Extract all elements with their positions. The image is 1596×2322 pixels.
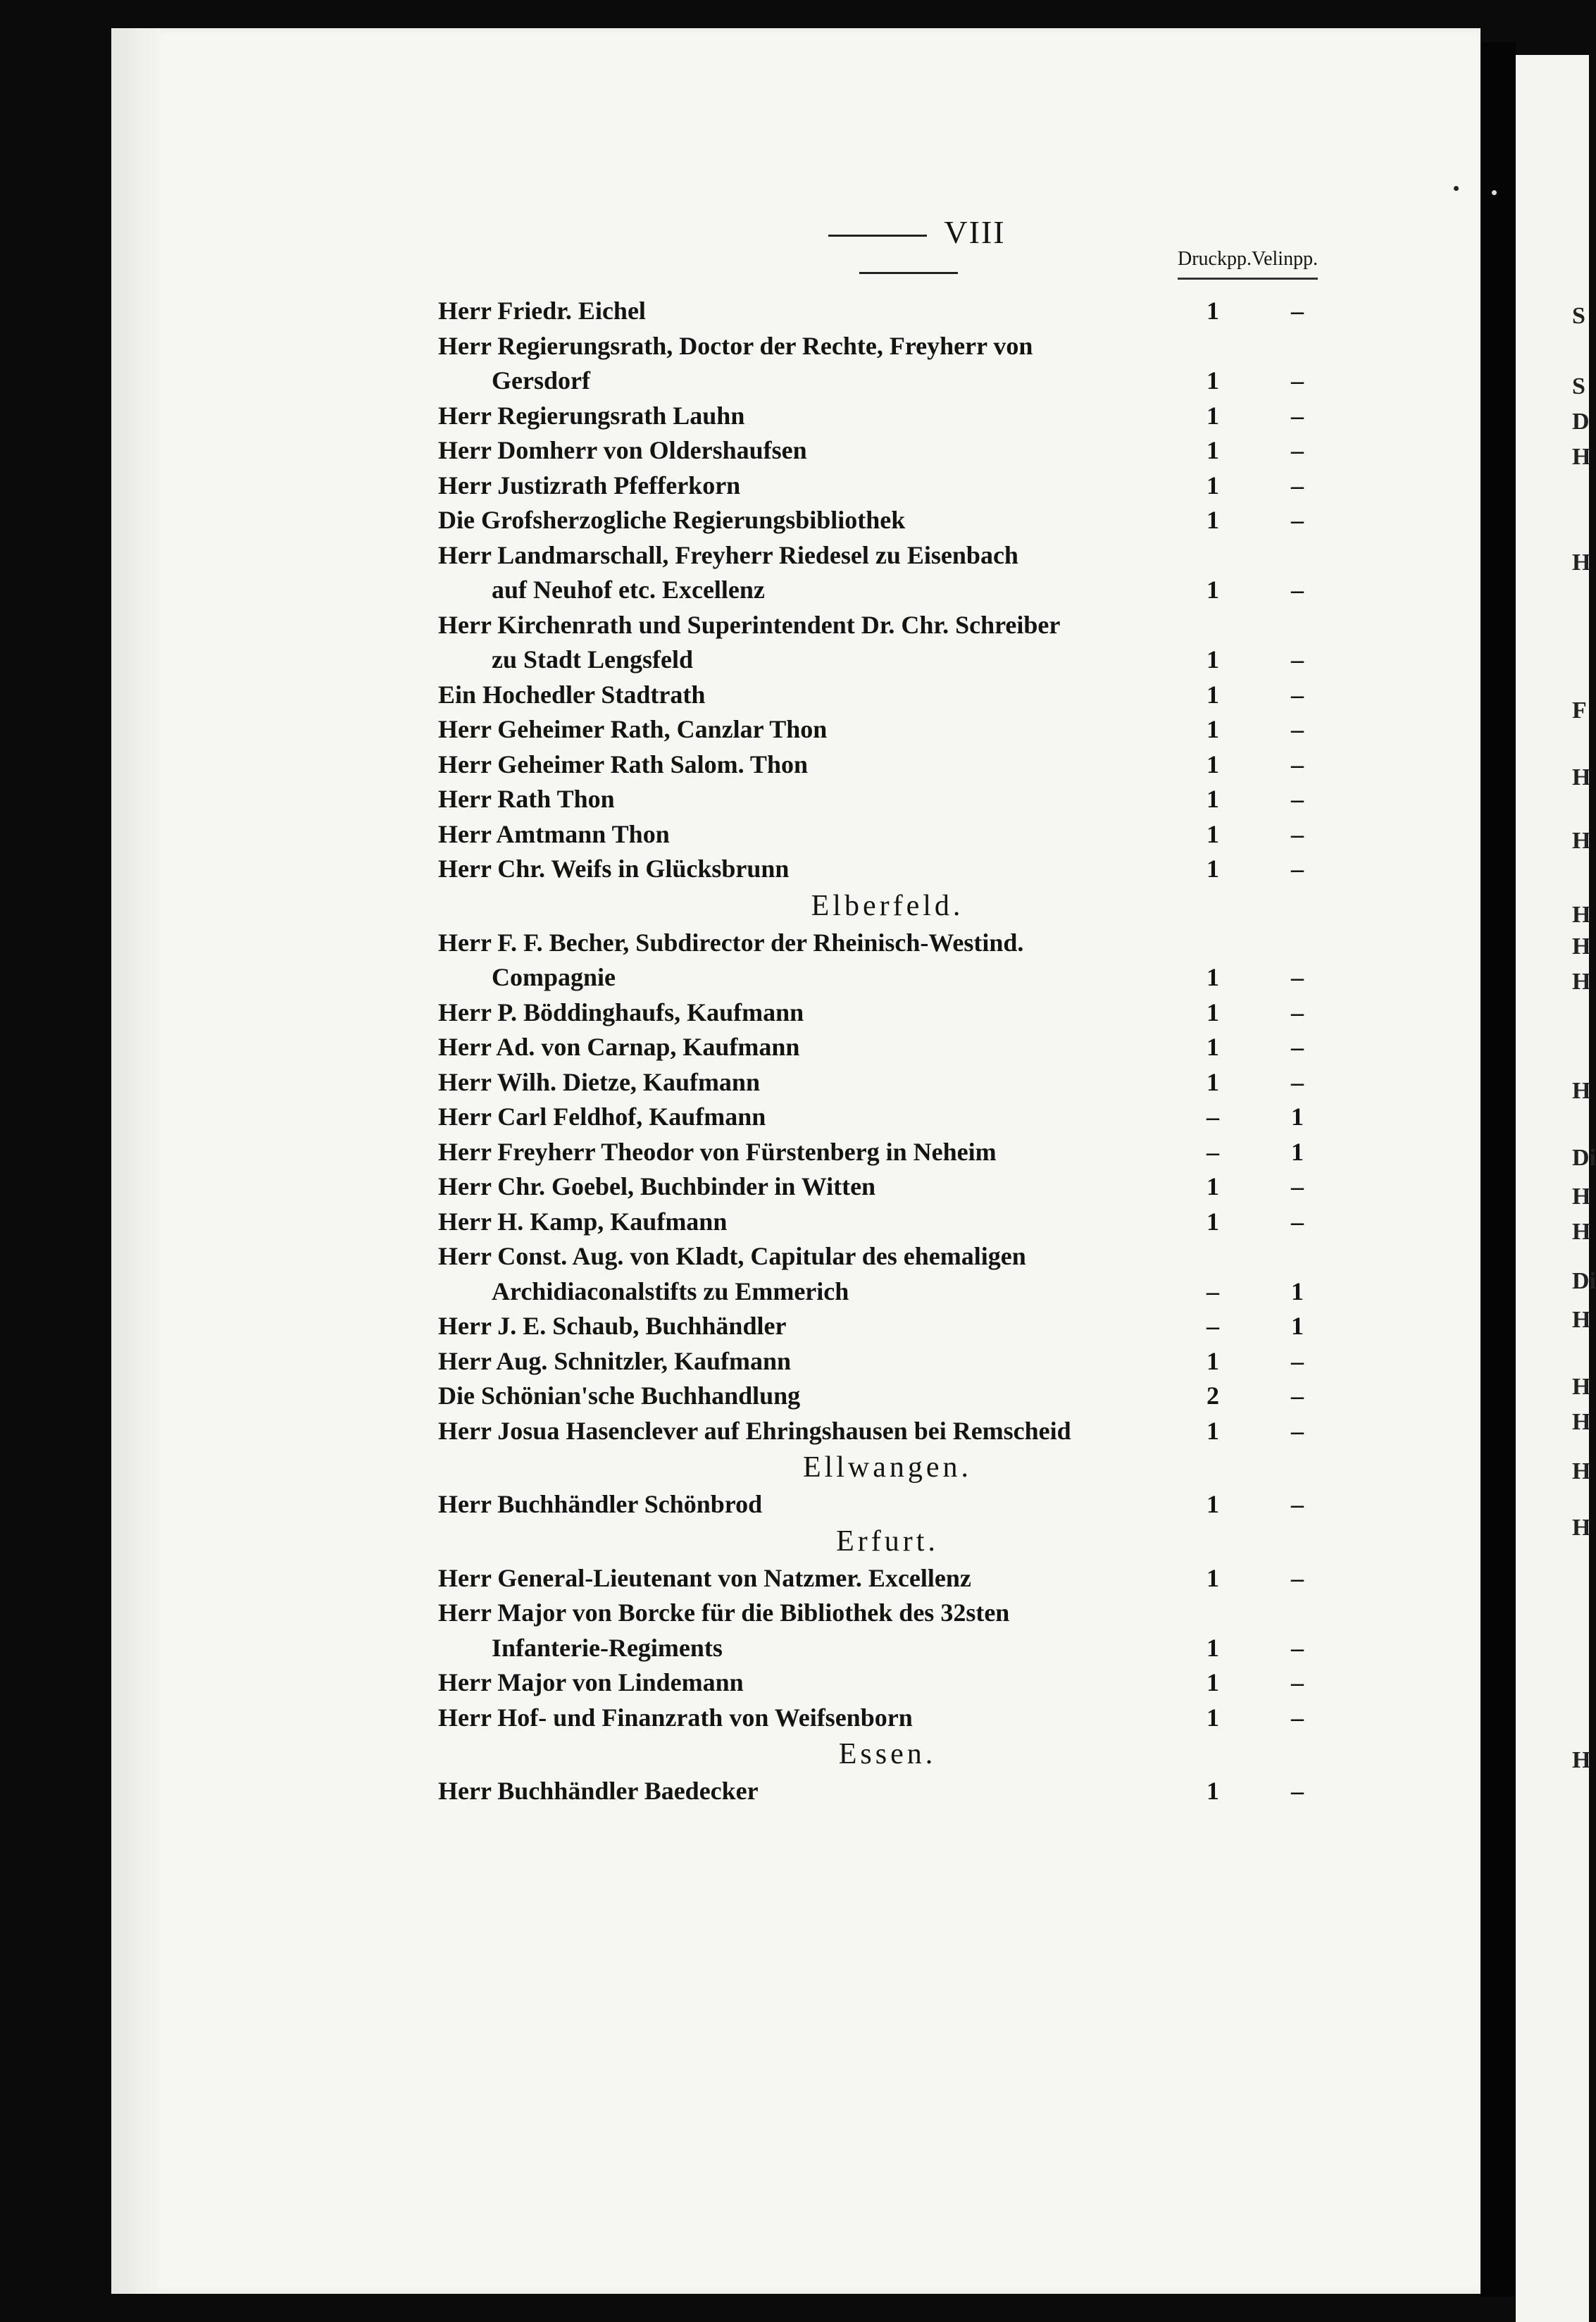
subscriber-row <box>438 1775 1304 1807</box>
druck-count: – <box>1207 1277 1219 1305</box>
subscriber-row <box>438 961 1304 993</box>
velin-count: 1 <box>1291 1137 1304 1166</box>
subscriber-name: Die Grofsherzogliche Regierungsbibliothek <box>438 506 906 534</box>
subscriber-row <box>438 1562 1304 1594</box>
facing-page-fragment: H <box>1572 933 1591 960</box>
column-heading-velin: Velinpp. <box>1252 248 1318 280</box>
subscriber-row <box>438 1205 1304 1238</box>
velin-count: – <box>1291 855 1304 883</box>
facing-page-fragment: S <box>1572 303 1585 329</box>
subscriber-name: zu Stadt Lengsfeld <box>492 645 694 673</box>
subscriber-row <box>438 748 1304 781</box>
subscriber-name: Herr Freyherr Theodor von Fürstenberg in Neheim <box>438 1137 997 1166</box>
velin-count: 1 <box>1291 1312 1304 1340</box>
druck-count: 1 <box>1207 1067 1219 1096</box>
velin-count: 1 <box>1291 1277 1304 1305</box>
subscriber-row <box>438 1345 1304 1377</box>
subscriber-row <box>438 1379 1304 1412</box>
facing-page-fragment: H <box>1572 1458 1591 1484</box>
velin-count: – <box>1291 1490 1304 1518</box>
facing-page-fragment: H <box>1572 828 1591 854</box>
subscriber-row <box>438 1666 1304 1699</box>
druck-count: 1 <box>1207 1490 1219 1518</box>
subscriber-name: Herr Major von Lindemann <box>438 1668 744 1696</box>
city-heading: Ellwangen. <box>802 1451 973 1484</box>
subscriber-row <box>438 1031 1304 1063</box>
subscriber-row <box>438 1275 1304 1308</box>
subscriber-row <box>438 713 1304 745</box>
subscriber-row <box>438 434 1304 466</box>
velin-count: – <box>1291 750 1304 778</box>
subscriber-row <box>438 364 1304 397</box>
facing-page-fragment: H <box>1572 1409 1591 1435</box>
subscriber-row <box>438 609 1227 641</box>
druck-count: 1 <box>1207 855 1219 883</box>
subscriber-name: Herr Geheimer Rath, Canzlar Thon <box>438 715 828 743</box>
druck-count: 1 <box>1207 1777 1219 1805</box>
velin-count: – <box>1291 471 1304 499</box>
subscriber-row <box>438 1488 1304 1520</box>
subscriber-name: Herr Major von Borcke für die Bibliothek des 32sten <box>438 1598 1010 1627</box>
subscriber-name: Infanterie-Regiments <box>492 1633 723 1662</box>
velin-count: – <box>1291 1207 1304 1236</box>
druck-count: – <box>1207 1103 1219 1131</box>
druck-count: 1 <box>1207 1033 1219 1061</box>
facing-page-fragment: Di <box>1572 1268 1596 1294</box>
header-rule-left <box>828 235 927 237</box>
velin-count: – <box>1291 1416 1304 1445</box>
velin-count: – <box>1291 1563 1304 1592</box>
druck-count: 1 <box>1207 401 1219 430</box>
subscriber-name: Herr Amtmann Thon <box>438 819 670 848</box>
druck-count: 1 <box>1207 1563 1219 1592</box>
facing-page-fragment: S <box>1572 373 1585 399</box>
velin-count: – <box>1291 366 1304 395</box>
druck-count: 1 <box>1207 715 1219 743</box>
druck-count: 1 <box>1207 471 1219 499</box>
subscriber-name: Herr Geheimer Rath Salom. Thon <box>438 750 808 778</box>
book-gutter <box>1480 42 1516 2297</box>
subscriber-row <box>438 678 1304 711</box>
velin-count: – <box>1291 963 1304 991</box>
city-heading: Essen. <box>838 1738 937 1770</box>
velin-count: – <box>1291 297 1304 325</box>
header-rule-right <box>859 272 958 274</box>
subscriber-row <box>438 996 1304 1029</box>
subscriber-name: Herr P. Böddinghaufs, Kaufmann <box>438 998 804 1026</box>
druck-count: 1 <box>1207 1416 1219 1445</box>
subscriber-row <box>438 330 1227 362</box>
page-header <box>761 213 1056 288</box>
velin-count: – <box>1291 819 1304 848</box>
druck-count: 1 <box>1207 1668 1219 1696</box>
speck <box>1492 190 1497 195</box>
subscriber-name: Herr Hof- und Finanzrath von Weifsenborn <box>438 1703 913 1732</box>
subscriber-row <box>438 294 1304 327</box>
velin-count: – <box>1291 998 1304 1026</box>
subscriber-row <box>438 1701 1304 1734</box>
subscriber-row <box>438 1240 1227 1272</box>
velin-count: – <box>1291 1633 1304 1662</box>
subscriber-row <box>438 469 1304 502</box>
druck-count: 1 <box>1207 785 1219 813</box>
facing-page-fragment: H <box>1572 1515 1591 1541</box>
facing-page-fragment: H <box>1572 1307 1591 1333</box>
druck-count: 1 <box>1207 506 1219 534</box>
subscriber-name: Herr Kirchenrath und Superintendent Dr. Chr. Schreiber <box>438 610 1061 639</box>
subscriber-row <box>438 926 1227 959</box>
subscriber-name: Compagnie <box>492 963 616 991</box>
subscriber-row <box>438 1136 1304 1168</box>
druck-count: 1 <box>1207 750 1219 778</box>
subscriber-row <box>438 539 1227 571</box>
subscriber-name: Herr Josua Hasenclever auf Ehringshausen bei Remscheid <box>438 1416 1071 1445</box>
facing-page-fragment: H <box>1572 1219 1591 1245</box>
subscriber-name: auf Neuhof etc. Excellenz <box>492 576 765 604</box>
velin-count: – <box>1291 401 1304 430</box>
subscriber-row <box>438 399 1304 432</box>
city-heading: Elberfeld. <box>811 889 964 922</box>
druck-count: 1 <box>1207 680 1219 709</box>
city-heading: Erfurt. <box>836 1525 939 1558</box>
facing-page-fragment: H <box>1572 764 1591 790</box>
druck-count: 1 <box>1207 1172 1219 1200</box>
facing-page-fragment: H <box>1572 550 1591 576</box>
subscriber-name: Herr Buchhändler Schönbrod <box>438 1490 763 1518</box>
velin-count: – <box>1291 1668 1304 1696</box>
subscriber-name: Herr Chr. Goebel, Buchbinder in Witten <box>438 1172 876 1200</box>
druck-count: 1 <box>1207 576 1219 604</box>
velin-count: – <box>1291 715 1304 743</box>
velin-count: – <box>1291 436 1304 464</box>
subscriber-name: Ein Hochedler Stadtrath <box>438 680 706 709</box>
velin-count: – <box>1291 1067 1304 1096</box>
subscriber-row <box>438 1100 1304 1133</box>
subscriber-name: Herr Justizrath Pfefferkorn <box>438 471 741 499</box>
velin-count: – <box>1291 506 1304 534</box>
druck-count: – <box>1207 1137 1219 1166</box>
druck-count: 1 <box>1207 1346 1219 1375</box>
subscriber-name: Herr Domherr von Oldershaufsen <box>438 436 807 464</box>
subscriber-name: Herr Friedr. Eichel <box>438 297 646 325</box>
facing-page-fragment: D <box>1572 409 1590 435</box>
subscriber-name: Herr Chr. Weifs in Glücksbrunn <box>438 855 790 883</box>
subscriber-row <box>438 1415 1304 1447</box>
subscriber-name: Gersdorf <box>492 366 590 395</box>
speck <box>1454 186 1459 191</box>
subscriber-name: Herr Rath Thon <box>438 785 615 813</box>
column-heading-druck: Druckpp. <box>1178 248 1252 280</box>
druck-count: 1 <box>1207 998 1219 1026</box>
druck-count: 1 <box>1207 1703 1219 1732</box>
velin-count: – <box>1291 680 1304 709</box>
druck-count: – <box>1207 1312 1219 1340</box>
facing-page <box>1516 55 1596 2322</box>
facing-page-fragment: Di <box>1572 1145 1596 1171</box>
subscriber-name: Herr Aug. Schnitzler, Kaufmann <box>438 1346 792 1375</box>
subscriber-row <box>438 818 1304 850</box>
druck-count: 2 <box>1207 1382 1219 1410</box>
velin-count: – <box>1291 1033 1304 1061</box>
velin-count: – <box>1291 1382 1304 1410</box>
subscriber-row <box>438 1310 1304 1342</box>
subscriber-row <box>438 1170 1304 1203</box>
facing-page-fragment: H <box>1572 444 1591 470</box>
subscriber-name: Herr General-Lieutenant von Natzmer. Excellenz <box>438 1563 971 1592</box>
subscriber-row <box>438 1596 1227 1629</box>
page-edge <box>111 28 161 2294</box>
velin-count: – <box>1291 645 1304 673</box>
subscriber-row <box>438 1066 1304 1098</box>
druck-count: 1 <box>1207 366 1219 395</box>
facing-page-fragment: H <box>1572 1747 1591 1773</box>
facing-page-fragment: H <box>1572 902 1591 928</box>
facing-page-fragment: H <box>1572 1184 1591 1210</box>
subscriber-row <box>438 852 1304 885</box>
subscriber-name: Herr H. Kamp, Kaufmann <box>438 1207 728 1236</box>
subscriber-name: Herr Landmarschall, Freyherr Riedesel zu Eisenbach <box>438 540 1018 569</box>
velin-count: 1 <box>1291 1103 1304 1131</box>
subscriber-name: Herr Carl Feldhof, Kaufmann <box>438 1103 766 1131</box>
subscriber-row <box>438 504 1304 536</box>
subscriber-name: Herr Wilh. Dietze, Kaufmann <box>438 1067 760 1096</box>
velin-count: – <box>1291 1346 1304 1375</box>
subscriber-row <box>438 573 1304 606</box>
velin-count: – <box>1291 785 1304 813</box>
druck-count: 1 <box>1207 297 1219 325</box>
druck-count: 1 <box>1207 819 1219 848</box>
subscriber-row <box>438 1632 1304 1664</box>
subscriber-row <box>438 783 1304 815</box>
subscriber-row <box>438 643 1304 676</box>
velin-count: – <box>1291 1172 1304 1200</box>
velin-count: – <box>1291 1777 1304 1805</box>
subscriber-name: Archidiaconalstifts zu Emmerich <box>492 1277 849 1305</box>
facing-page-fragment: H <box>1572 969 1591 995</box>
subscriber-name: Herr Regierungsrath Lauhn <box>438 401 745 430</box>
facing-page-fragment: H <box>1572 1078 1591 1104</box>
page-number: VIII <box>944 214 1006 250</box>
subscriber-name: Herr Regierungsrath, Doctor der Rechte, Freyherr von <box>438 331 1033 360</box>
velin-count: – <box>1291 576 1304 604</box>
subscriber-name: Herr F. F. Becher, Subdirector der Rheinisch-Westind. <box>438 928 1024 957</box>
druck-count: 1 <box>1207 645 1219 673</box>
facing-page-fragment: F <box>1572 697 1587 724</box>
druck-count: 1 <box>1207 436 1219 464</box>
druck-count: 1 <box>1207 963 1219 991</box>
subscriber-name: Die Schönian'sche Buchhandlung <box>438 1382 801 1410</box>
subscriber-name: Herr Buchhändler Baedecker <box>438 1777 759 1805</box>
column-headings <box>1178 248 1318 280</box>
subscriber-name: Herr Ad. von Carnap, Kaufmann <box>438 1033 800 1061</box>
subscriber-name: Herr J. E. Schaub, Buchhändler <box>438 1312 787 1340</box>
facing-page-fragment: H <box>1572 1374 1591 1400</box>
velin-count: – <box>1291 1703 1304 1732</box>
druck-count: 1 <box>1207 1633 1219 1662</box>
subscriber-name: Herr Const. Aug. von Kladt, Capitular des ehemaligen <box>438 1242 1026 1270</box>
druck-count: 1 <box>1207 1207 1219 1236</box>
